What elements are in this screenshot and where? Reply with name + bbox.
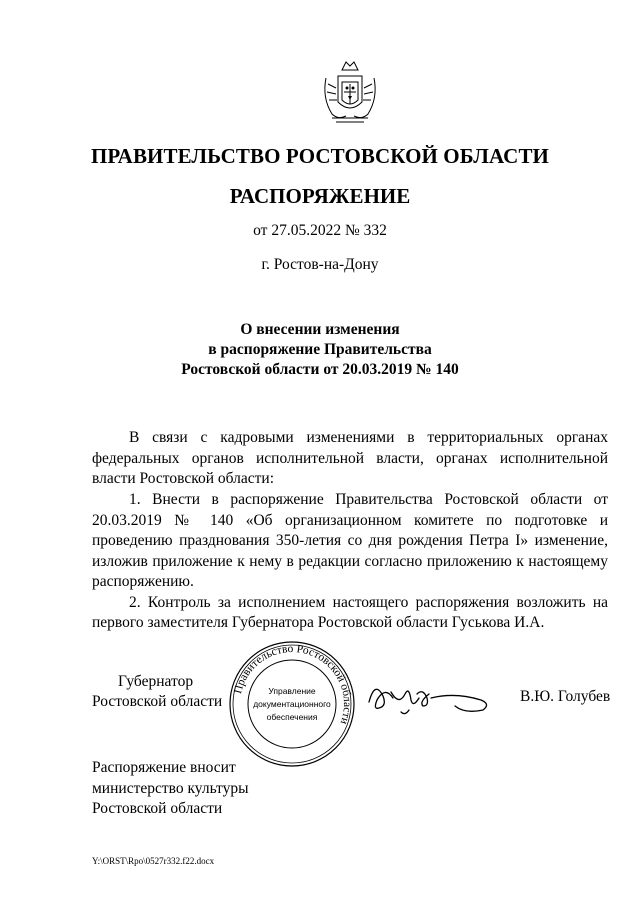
stamp-inner-line: обеспечения — [266, 712, 318, 722]
subject-heading — [0, 320, 640, 380]
file-path: Y:\ORST\Rpo\0527r332.f22.docx — [92, 856, 215, 866]
document-type: РАСПОРЯЖЕНИЕ — [229, 184, 411, 208]
subject-line: О внесении изменения — [240, 321, 400, 338]
introduced-line: Ростовской области — [92, 800, 223, 817]
official-stamp — [228, 640, 356, 768]
coat-of-arms-icon — [318, 58, 382, 128]
subject-line: Ростовской области от 20.03.2019 № 140 — [181, 361, 459, 378]
place: г. Ростов-на-Дону — [261, 256, 379, 273]
introduced-line: Распоряжение вносит — [92, 759, 236, 776]
stamp-outer-text: Правительство Ростовской области — [232, 642, 354, 726]
list-item: 1. Внести в распоряжение Правительства Ростовской области от 20.03.2019 № 140 «Об организационном комитете по подготовке и проведению празднования 350-летия со дня рождения Петра I» изменение, изложив приложение к нему в редакции согласно приложению к настоящему распоряжению. — [92, 491, 608, 590]
signatory-region: Ростовской области — [92, 693, 223, 710]
introduced-by — [92, 758, 249, 820]
items-list — [92, 490, 608, 634]
stamp-inner-line: Управление — [268, 686, 316, 696]
intro-text: В связи с кадровыми изменениями в территориальных органах федеральных органов исполнительной власти, органах исполнительной власти Ростовской области: — [92, 429, 608, 487]
list-item: 2. Контроль за исполнением настоящего распоряжения возложить на первого заместителя Губернатора Ростовской области Гуськова И.А. — [92, 593, 608, 631]
intro-paragraph — [92, 428, 608, 490]
signatory-title — [92, 672, 232, 712]
handwritten-signature — [365, 672, 495, 722]
date-number: от 27.05.2022 № 332 — [253, 222, 387, 239]
subject-line: в распоряжение Правительства — [208, 341, 432, 358]
signatory-position: Губернатор — [118, 673, 194, 690]
signatory-name: В.Ю. Голубев — [520, 688, 611, 705]
introduced-line: министерство культуры — [92, 779, 249, 797]
stamp-inner-line: документационного — [253, 699, 331, 709]
organization-title: ПРАВИТЕЛЬСТВО РОСТОВСКОЙ ОБЛАСТИ — [91, 144, 549, 168]
